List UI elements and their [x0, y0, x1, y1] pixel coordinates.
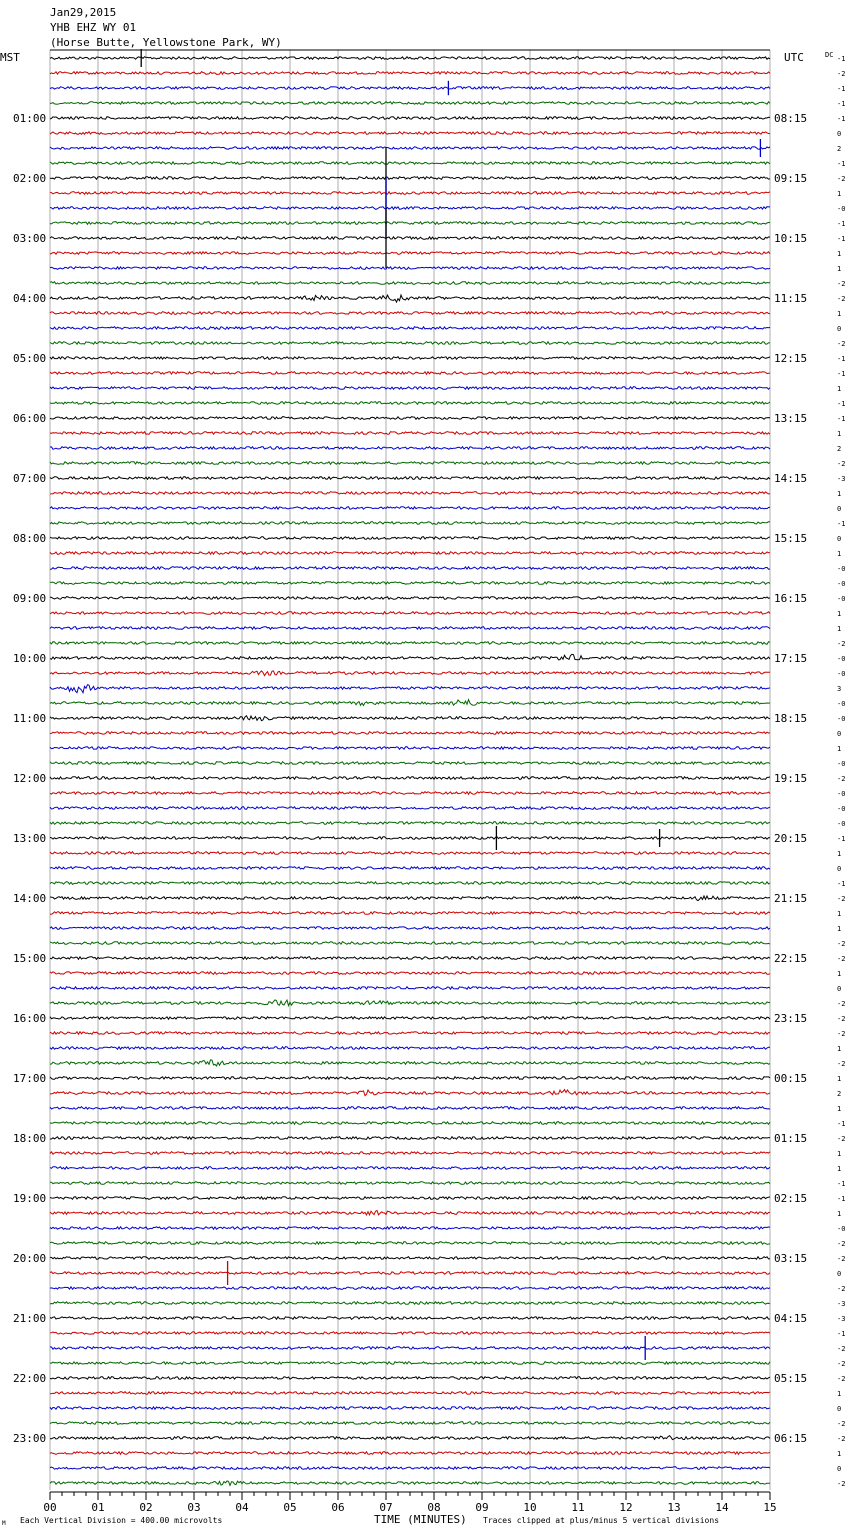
trace-row-63: [50, 1000, 770, 1006]
utc-label-21:15: 21:15: [774, 892, 808, 905]
dc-offset-row-76: -1: [837, 1195, 846, 1203]
trace-row-49: [50, 792, 770, 795]
dc-offset-row-37: 1: [837, 610, 842, 618]
trace-row-10: [50, 207, 770, 210]
mst-label-18:00: 18:00: [13, 1132, 47, 1145]
trace-row-33: [50, 552, 770, 555]
dc-offset-row-74: 1: [837, 1165, 842, 1173]
mst-label-11:00: 11:00: [13, 712, 47, 725]
dc-offset-row-12: -1: [837, 235, 846, 243]
dc-offset-row-10: -0: [837, 205, 846, 213]
x-tick-label-00: 00: [43, 1501, 57, 1514]
trace-row-29: [50, 492, 770, 495]
dc-offset-row-83: -3: [837, 1300, 846, 1308]
x-tick-label-13: 13: [667, 1501, 681, 1514]
x-tick-label-11: 11: [571, 1501, 585, 1514]
mst-label-21:00: 21:00: [13, 1312, 47, 1325]
mst-label-02:00: 02:00: [13, 172, 47, 185]
dc-offset-row-51: -0: [837, 820, 846, 828]
trace-row-3: [50, 102, 770, 105]
trace-row-81: [50, 1272, 770, 1275]
trace-row-24: [50, 417, 770, 420]
x-tick-label-01: 01: [91, 1501, 105, 1514]
trace-row-17: [50, 312, 770, 315]
trace-row-54: [50, 867, 770, 870]
trace-row-78: [50, 1227, 770, 1230]
trace-row-28: [50, 477, 770, 480]
trace-row-16: [50, 295, 770, 302]
dc-offset-row-75: -1: [837, 1180, 846, 1188]
dc-offset-row-77: 1: [837, 1210, 842, 1218]
dc-offset-row-30: 0: [837, 505, 842, 513]
dc-offset-row-65: -2: [837, 1030, 846, 1038]
dc-offset-row-23: -1: [837, 400, 846, 408]
trace-row-76: [50, 1197, 770, 1200]
dc-offset-row-80: -2: [837, 1255, 846, 1263]
trace-row-57: [50, 912, 770, 915]
dc-offset-row-35: -0: [837, 580, 846, 588]
dc-offset-row-33: 1: [837, 550, 842, 558]
trace-row-92: [50, 1436, 770, 1440]
time-axis: [43, 1492, 776, 1514]
x-tick-label-04: 04: [235, 1501, 249, 1514]
trace-row-66: [50, 1047, 770, 1050]
dc-offset-row-53: 1: [837, 850, 842, 858]
x-tick-label-06: 06: [331, 1501, 345, 1514]
dc-offset-row-89: 1: [837, 1390, 842, 1398]
trace-row-69: [50, 1090, 770, 1096]
trace-row-6: [50, 147, 770, 150]
x-axis-label: TIME (MINUTES): [374, 1513, 467, 1526]
x-tick-label-02: 02: [139, 1501, 153, 1514]
utc-label-18:15: 18:15: [774, 712, 808, 725]
dc-offset-row-50: -0: [837, 805, 846, 813]
trace-row-46: [50, 747, 770, 750]
trace-row-85: [50, 1332, 770, 1335]
trace-row-68: [50, 1077, 770, 1080]
dc-offset-row-56: -2: [837, 895, 846, 903]
dc-offset-row-25: 1: [837, 430, 842, 438]
utc-label-10:15: 10:15: [774, 232, 808, 245]
utc-label-01:15: 01:15: [774, 1132, 808, 1145]
x-tick-label-12: 12: [619, 1501, 633, 1514]
mst-label-22:00: 22:00: [13, 1372, 47, 1385]
dc-offset-row-16: -2: [837, 295, 846, 303]
dc-offset-row-17: 1: [837, 310, 842, 318]
dc-offset-row-42: 3: [837, 685, 842, 693]
trace-row-55: [50, 882, 770, 885]
dc-offset-row-3: -1: [837, 100, 846, 108]
utc-label-02:15: 02:15: [774, 1192, 808, 1205]
dc-offset-row-47: -0: [837, 760, 846, 768]
trace-row-41: [50, 671, 770, 676]
dc-offset-row-41: -0: [837, 670, 846, 678]
trace-row-80: [50, 1257, 770, 1260]
trace-row-31: [50, 522, 770, 525]
trace-row-42: [50, 685, 770, 693]
trace-row-88: [50, 1377, 770, 1380]
trace-row-12: [50, 237, 770, 240]
trace-row-93: [50, 1452, 770, 1455]
trace-row-32: [50, 537, 770, 540]
trace-row-74: [50, 1167, 770, 1170]
trace-row-20: [50, 357, 770, 360]
trace-row-48: [50, 777, 770, 780]
mst-label-09:00: 09:00: [13, 592, 47, 605]
dc-offset-row-66: 1: [837, 1045, 842, 1053]
utc-label-12:15: 12:15: [774, 352, 808, 365]
trace-row-75: [50, 1182, 770, 1185]
dc-offset-row-59: -2: [837, 940, 846, 948]
trace-row-89: [50, 1392, 770, 1395]
dc-offset-row-55: -1: [837, 880, 846, 888]
utc-label-19:15: 19:15: [774, 772, 808, 785]
corner-mark: M: [2, 1520, 6, 1527]
trace-row-1: [50, 72, 770, 75]
utc-label-15:15: 15:15: [774, 532, 808, 545]
trace-row-13: [50, 252, 770, 255]
mst-label-16:00: 16:00: [13, 1012, 47, 1025]
station-code: YHB EHZ WY 01: [50, 21, 137, 34]
trace-row-45: [50, 732, 770, 735]
dc-offset-row-86: -2: [837, 1345, 846, 1353]
utc-label-17:15: 17:15: [774, 652, 808, 665]
mst-label-17:00: 17:00: [13, 1072, 47, 1085]
utc-hour-labels: [774, 112, 807, 1445]
dc-offset-row-95: -2: [837, 1480, 846, 1488]
trace-row-25: [50, 432, 770, 435]
x-tick-label-05: 05: [283, 1501, 297, 1514]
trace-row-84: [50, 1317, 770, 1320]
trace-row-9: [50, 192, 770, 195]
trace-row-2: [50, 87, 770, 90]
trace-row-50: [50, 807, 770, 810]
utc-label-03:15: 03:15: [774, 1252, 808, 1265]
dc-offset-row-28: -3: [837, 475, 846, 483]
seismic-events: [141, 49, 760, 1360]
x-tick-label-09: 09: [475, 1501, 489, 1514]
utc-label-13:15: 13:15: [774, 412, 808, 425]
trace-row-59: [50, 942, 770, 945]
left-timezone-label: MST: [0, 51, 20, 64]
trace-row-38: [50, 627, 770, 630]
station-location: (Horse Butte, Yellowstone Park, WY): [50, 36, 282, 49]
dc-offset-row-27: -2: [837, 460, 846, 468]
dc-offset-row-11: -1: [837, 220, 846, 228]
dc-offset-row-44: -0: [837, 715, 846, 723]
dc-offset-row-91: -2: [837, 1420, 846, 1428]
dc-offset-row-4: -1: [837, 115, 846, 123]
dc-offset-row-19: -2: [837, 340, 846, 348]
trace-row-77: [50, 1211, 770, 1215]
trace-row-0: [50, 57, 770, 60]
trace-row-7: [50, 162, 770, 165]
dc-offset-row-64: -2: [837, 1015, 846, 1023]
mst-label-23:00: 23:00: [13, 1432, 47, 1445]
mst-hour-labels: [13, 112, 46, 1445]
trace-row-70: [50, 1107, 770, 1110]
dc-offset-row-13: 1: [837, 250, 842, 258]
clip-note: Traces clipped at plus/minus 5 vertical divisions: [483, 1516, 720, 1525]
utc-label-11:15: 11:15: [774, 292, 808, 305]
dc-offset-row-60: -2: [837, 955, 846, 963]
dc-offset-row-78: -0: [837, 1225, 846, 1233]
dc-offset-row-0: -1: [837, 55, 846, 63]
trace-row-30: [50, 507, 770, 510]
seismic-traces: [50, 57, 770, 1486]
dc-offset-row-85: -1: [837, 1330, 846, 1338]
mst-label-01:00: 01:00: [13, 112, 47, 125]
minute-gridlines: [50, 50, 770, 1490]
utc-label-22:15: 22:15: [774, 952, 808, 965]
dc-offset-row-9: 1: [837, 190, 842, 198]
dc-offset-row-43: -0: [837, 700, 846, 708]
trace-row-51: [50, 822, 770, 825]
trace-row-52: [50, 837, 770, 840]
utc-label-00:15: 00:15: [774, 1072, 808, 1085]
trace-row-87: [50, 1362, 770, 1365]
trace-row-83: [50, 1302, 770, 1305]
trace-row-18: [50, 327, 770, 330]
dc-offset-header: DC: [825, 51, 834, 59]
trace-row-72: [50, 1137, 770, 1140]
x-tick-label-08: 08: [427, 1501, 441, 1514]
trace-row-40: [50, 654, 770, 660]
dc-offset-row-61: 1: [837, 970, 842, 978]
trace-row-79: [50, 1242, 770, 1245]
trace-row-65: [50, 1032, 770, 1035]
dc-offset-row-45: 0: [837, 730, 842, 738]
mst-label-06:00: 06:00: [13, 412, 47, 425]
dc-offset-row-82: -2: [837, 1285, 846, 1293]
trace-row-15: [50, 282, 770, 285]
dc-offset-row-8: -2: [837, 175, 846, 183]
dc-offset-row-73: 1: [837, 1150, 842, 1158]
dc-offset-row-26: 2: [837, 445, 842, 453]
trace-row-21: [50, 372, 770, 375]
x-tick-label-03: 03: [187, 1501, 201, 1514]
utc-label-16:15: 16:15: [774, 592, 808, 605]
utc-label-04:15: 04:15: [774, 1312, 808, 1325]
dc-offset-row-90: 0: [837, 1405, 842, 1413]
trace-row-19: [50, 342, 770, 345]
dc-offset-row-94: 0: [837, 1465, 842, 1473]
dc-offset-row-15: -2: [837, 280, 846, 288]
trace-row-26: [50, 447, 770, 450]
dc-offset-row-1: -2: [837, 70, 846, 78]
mst-label-07:00: 07:00: [13, 472, 47, 485]
dc-offset-row-20: -1: [837, 355, 846, 363]
mst-label-03:00: 03:00: [13, 232, 47, 245]
dc-offset-row-39: -2: [837, 640, 846, 648]
trace-row-82: [50, 1287, 770, 1290]
dc-offset-row-71: -1: [837, 1120, 846, 1128]
dc-offset-row-24: -1: [837, 415, 846, 423]
dc-offset-row-84: -3: [837, 1315, 846, 1323]
trace-row-91: [50, 1422, 770, 1425]
trace-row-58: [50, 927, 770, 930]
dc-offset-row-62: 0: [837, 985, 842, 993]
trace-row-5: [50, 132, 770, 135]
dc-offset-row-57: 1: [837, 910, 842, 918]
utc-label-14:15: 14:15: [774, 472, 808, 485]
dc-offset-row-72: -2: [837, 1135, 846, 1143]
trace-row-71: [50, 1122, 770, 1125]
dc-offset-row-18: 0: [837, 325, 842, 333]
trace-row-35: [50, 582, 770, 585]
mst-label-14:00: 14:00: [13, 892, 47, 905]
trace-row-14: [50, 267, 770, 270]
trace-row-94: [50, 1467, 770, 1470]
trace-row-95: [50, 1481, 770, 1485]
dc-offset-row-52: -1: [837, 835, 846, 843]
dc-offset-row-93: 1: [837, 1450, 842, 1458]
mst-label-15:00: 15:00: [13, 952, 47, 965]
x-tick-label-14: 14: [715, 1501, 729, 1514]
mst-label-08:00: 08:00: [13, 532, 47, 545]
mst-label-10:00: 10:00: [13, 652, 47, 665]
x-tick-label-15: 15: [763, 1501, 777, 1514]
trace-row-62: [50, 987, 770, 990]
dc-offset-row-63: -2: [837, 1000, 846, 1008]
dc-offset-row-54: 0: [837, 865, 842, 873]
utc-label-23:15: 23:15: [774, 1012, 808, 1025]
trace-row-53: [50, 852, 770, 855]
dc-offset-row-34: -0: [837, 565, 846, 573]
dc-offset-row-38: 1: [837, 625, 842, 633]
mst-label-19:00: 19:00: [13, 1192, 47, 1205]
x-tick-label-10: 10: [523, 1501, 537, 1514]
trace-row-22: [50, 387, 770, 390]
mst-label-20:00: 20:00: [13, 1252, 47, 1265]
dc-offset-row-36: -0: [837, 595, 846, 603]
mst-label-04:00: 04:00: [13, 292, 47, 305]
dc-offset-row-68: 1: [837, 1075, 842, 1083]
dc-offset-row-29: 1: [837, 490, 842, 498]
dc-offset-row-88: -2: [837, 1375, 846, 1383]
dc-offset-row-14: 1: [837, 265, 842, 273]
mst-label-12:00: 12:00: [13, 772, 47, 785]
trace-row-73: [50, 1152, 770, 1155]
utc-label-20:15: 20:15: [774, 832, 808, 845]
right-timezone-label: UTC: [784, 51, 804, 64]
dc-offset-row-21: -1: [837, 370, 846, 378]
dc-offset-row-92: -2: [837, 1435, 846, 1443]
dc-offset-row-32: 0: [837, 535, 842, 543]
dc-offset-row-87: -2: [837, 1360, 846, 1368]
trace-row-23: [50, 402, 770, 405]
utc-label-08:15: 08:15: [774, 112, 808, 125]
trace-row-8: [50, 177, 770, 180]
dc-offset-row-79: -2: [837, 1240, 846, 1248]
dc-offset-row-7: -1: [837, 160, 846, 168]
trace-row-44: [50, 716, 770, 721]
trace-row-39: [50, 642, 770, 645]
dc-offset-row-58: 1: [837, 925, 842, 933]
dc-offset-labels: [837, 55, 845, 1488]
dc-offset-row-49: -0: [837, 790, 846, 798]
trace-row-11: [50, 222, 770, 225]
record-date: Jan29,2015: [50, 6, 117, 19]
x-tick-label-07: 07: [379, 1501, 393, 1514]
dc-offset-row-22: 1: [837, 385, 842, 393]
dc-offset-row-31: -1: [837, 520, 846, 528]
dc-offset-row-40: -0: [837, 655, 846, 663]
dc-offset-row-2: -1: [837, 85, 846, 93]
trace-row-67: [50, 1060, 770, 1066]
dc-offset-row-67: -2: [837, 1060, 846, 1068]
trace-row-90: [50, 1407, 770, 1410]
trace-row-27: [50, 462, 770, 465]
dc-offset-row-6: 2: [837, 145, 842, 153]
trace-row-60: [50, 957, 770, 960]
dc-offset-row-5: 0: [837, 130, 842, 138]
trace-row-86: [50, 1347, 770, 1350]
mst-label-05:00: 05:00: [13, 352, 47, 365]
trace-row-37: [50, 612, 770, 615]
dc-offset-row-48: -2: [837, 775, 846, 783]
trace-row-64: [50, 1017, 770, 1020]
utc-label-09:15: 09:15: [774, 172, 808, 185]
mst-label-13:00: 13:00: [13, 832, 47, 845]
dc-offset-row-81: 0: [837, 1270, 842, 1278]
scale-note: Each Vertical Division = 400.00 microvolts: [20, 1516, 223, 1525]
utc-label-05:15: 05:15: [774, 1372, 808, 1385]
dc-offset-row-46: 1: [837, 745, 842, 753]
trace-row-43: [50, 700, 770, 706]
dc-offset-row-70: 1: [837, 1105, 842, 1113]
trace-row-61: [50, 972, 770, 975]
trace-row-47: [50, 762, 770, 765]
trace-row-4: [50, 117, 770, 120]
trace-row-34: [50, 567, 770, 570]
trace-row-56: [50, 896, 770, 901]
dc-offset-row-69: 2: [837, 1090, 842, 1098]
trace-row-36: [50, 597, 770, 600]
utc-label-06:15: 06:15: [774, 1432, 808, 1445]
